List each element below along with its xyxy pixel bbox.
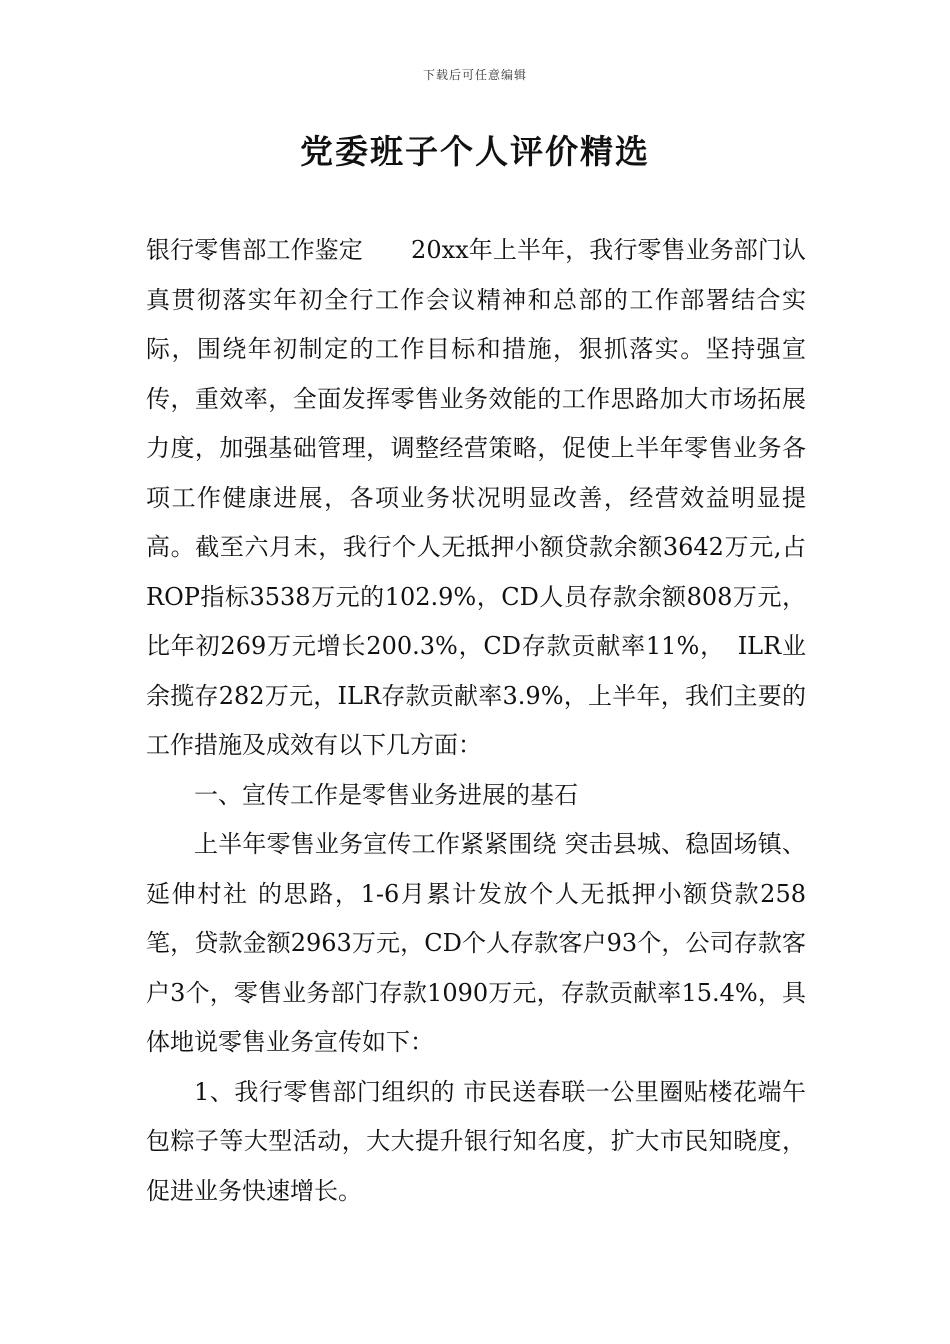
paragraph-section-heading: 一、宣传工作是零售业务进展的基石	[194, 780, 578, 809]
document-body	[146, 226, 806, 1216]
paragraph-publicity-summary: 上半年零售业务宣传工作紧紧围绕 突击县城、稳固场镇、延伸村社 的思路，1-6月累计发放个人无抵押小额贷款258笔，贷款金额2963万元，CD个人存款客户93个，公司存款客户3个，零售业务部门存款1090万元，存款贡献率15.4%，具体地说零售业务宣传如下：	[146, 830, 806, 1056]
document-title: 党委班子个人评价精选	[300, 132, 650, 171]
paragraph-item-1: 1、我行零售部门组织的 市民送春联一公里圈贴楼花端午包粽子等大型活动，大大提升银行知名度，扩大市民知晓度，促进业务快速增长。	[146, 1077, 806, 1205]
paragraph-intro: 银行零售部工作鉴定 20xx年上半年，我行零售业务部门认真贯彻落实年初全行工作会议精神和总部的工作部署结合实际，围绕年初制定的工作目标和措施，狠抓落实。坚持强宣传，重效率，全面发挥零售业务效能的工作思路加大市场拓展力度，加强基础管理，调整经营策略，促使上半年零售业务各项工作健康进展，各项业务状况明显改善，经营效益明显提高。截至六月末，我行个人无抵押小额贷款余额3642万元,占ROP指标3538万元的102.9%，CD人员存款余额808万元，比年初269万元增长200.3%，CD存款贡献率11%， ILR业余揽存282万元，ILR存款贡献率3.9%，上半年，我们主要的工作措施及成效有以下几方面：	[146, 236, 806, 759]
header-note: 下载后可任意编辑	[422, 68, 527, 82]
